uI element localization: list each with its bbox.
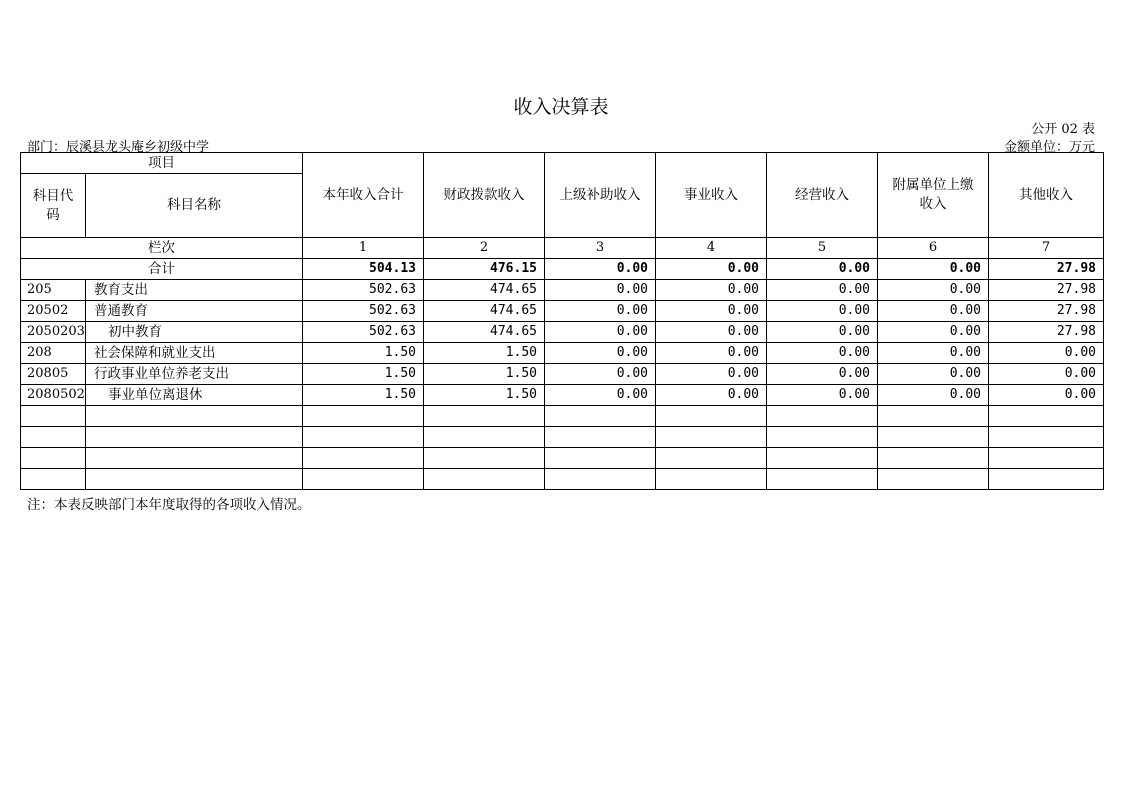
empty-cell [656,406,767,427]
amount-cell: 0.00 [767,385,878,406]
empty-cell [86,469,303,490]
column-number: 1 [303,238,424,259]
empty-cell [303,469,424,490]
empty-cell [767,469,878,490]
empty-cell [989,448,1104,469]
amount-cell: 0.00 [545,280,656,301]
empty-cell [545,427,656,448]
amount-cell: 474.65 [424,322,545,343]
amount-cell: 0.00 [656,385,767,406]
subject-code: 20502 [21,301,86,322]
empty-cell [303,427,424,448]
amount-cell: 0.00 [656,364,767,385]
header-col-1: 本年收入合计 [303,153,424,238]
column-number: 4 [656,238,767,259]
amount-cell: 27.98 [989,280,1104,301]
total-value: 476.15 [424,259,545,280]
amount-cell: 1.50 [424,364,545,385]
header-col-4: 事业收入 [656,153,767,238]
amount-cell: 1.50 [424,343,545,364]
subject-name: 社会保障和就业支出 [86,343,303,364]
subject-code: 2050203 [21,322,86,343]
empty-cell [656,448,767,469]
amount-cell: 502.63 [303,301,424,322]
amount-cell: 0.00 [767,364,878,385]
amount-cell: 0.00 [989,343,1104,364]
amount-cell: 1.50 [424,385,545,406]
total-row [21,259,1104,280]
page-title: 收入决算表 [513,96,609,118]
amount-cell: 0.00 [878,343,989,364]
total-value: 0.00 [767,259,878,280]
empty-cell [989,469,1104,490]
table-row [21,322,1104,343]
header-name: 科目名称 [86,174,303,238]
subject-name: 教育支出 [86,280,303,301]
header-col-6: 附属单位上缴收入 [878,153,989,238]
empty-cell [989,427,1104,448]
subject-code: 20805 [21,364,86,385]
header-code: 科目代码 [21,174,86,238]
empty-cell [21,427,86,448]
amount-cell: 0.00 [878,385,989,406]
amount-cell: 0.00 [656,322,767,343]
amount-cell: 0.00 [878,280,989,301]
empty-cell [21,448,86,469]
amount-cell: 0.00 [989,364,1104,385]
amount-cell: 0.00 [656,301,767,322]
amount-cell: 502.63 [303,280,424,301]
amount-cell: 0.00 [656,280,767,301]
amount-cell: 27.98 [989,301,1104,322]
amount-cell: 474.65 [424,280,545,301]
empty-cell [21,469,86,490]
empty-cell [878,427,989,448]
empty-row [21,427,1104,448]
amount-cell: 0.00 [767,322,878,343]
empty-row [21,406,1104,427]
column-number: 2 [424,238,545,259]
column-number-label: 栏次 [21,238,303,259]
amount-cell: 0.00 [767,301,878,322]
empty-cell [545,448,656,469]
subject-name: 行政事业单位养老支出 [86,364,303,385]
amount-cell: 0.00 [878,364,989,385]
empty-cell [424,469,545,490]
empty-cell [303,406,424,427]
empty-cell [989,406,1104,427]
amount-cell: 0.00 [545,322,656,343]
amount-cell: 27.98 [989,322,1104,343]
amount-cell: 1.50 [303,385,424,406]
amount-cell: 1.50 [303,364,424,385]
total-value: 504.13 [303,259,424,280]
amount-cell: 0.00 [878,322,989,343]
total-label: 合计 [21,259,303,280]
amount-cell: 0.00 [878,301,989,322]
empty-cell [21,406,86,427]
empty-cell [86,406,303,427]
subject-code: 205 [21,280,86,301]
income-table [20,152,1104,490]
total-value: 0.00 [545,259,656,280]
header-col-3: 上级补助收入 [545,153,656,238]
empty-cell [424,448,545,469]
column-number: 5 [767,238,878,259]
empty-cell [767,427,878,448]
empty-cell [878,406,989,427]
amount-cell: 0.00 [656,343,767,364]
header-item: 项目 [21,153,303,174]
total-value: 27.98 [989,259,1104,280]
amount-cell: 0.00 [989,385,1104,406]
amount-unit-label: 金额单位：万元 [1003,140,1095,155]
table-row [21,301,1104,322]
empty-row [21,469,1104,490]
empty-cell [424,406,545,427]
empty-cell [656,469,767,490]
total-value: 0.00 [878,259,989,280]
table-row [21,280,1104,301]
amount-cell: 0.00 [545,385,656,406]
amount-cell: 0.00 [767,280,878,301]
total-value: 0.00 [656,259,767,280]
empty-cell [545,469,656,490]
amount-cell: 502.63 [303,322,424,343]
empty-cell [545,406,656,427]
amount-cell: 0.00 [545,364,656,385]
header-col-7: 其他收入 [989,153,1104,238]
empty-cell [767,406,878,427]
amount-cell: 1.50 [303,343,424,364]
column-number: 7 [989,238,1104,259]
table-note: 注：本表反映部门本年度取得的各项收入情况。 [27,497,311,513]
amount-cell: 0.00 [545,301,656,322]
empty-cell [878,448,989,469]
subject-code: 208 [21,343,86,364]
empty-cell [424,427,545,448]
empty-cell [86,427,303,448]
empty-cell [878,469,989,490]
column-number: 3 [545,238,656,259]
empty-cell [86,448,303,469]
table-row [21,364,1104,385]
empty-cell [767,448,878,469]
empty-row [21,448,1104,469]
subject-name: 事业单位离退休 [86,385,303,406]
form-number: 公开 02 表 [1031,122,1095,137]
amount-cell: 0.00 [767,343,878,364]
amount-cell: 0.00 [545,343,656,364]
amount-cell: 474.65 [424,301,545,322]
department-label: 部门：辰溪县龙头庵乡初级中学 [27,140,210,155]
subject-name: 普通教育 [86,301,303,322]
subject-code: 2080502 [21,385,86,406]
column-number: 6 [878,238,989,259]
header-col-2: 财政拨款收入 [424,153,545,238]
empty-cell [303,448,424,469]
empty-cell [656,427,767,448]
header-col-5: 经营收入 [767,153,878,238]
table-row [21,385,1104,406]
subject-name: 初中教育 [86,322,303,343]
table-row [21,343,1104,364]
